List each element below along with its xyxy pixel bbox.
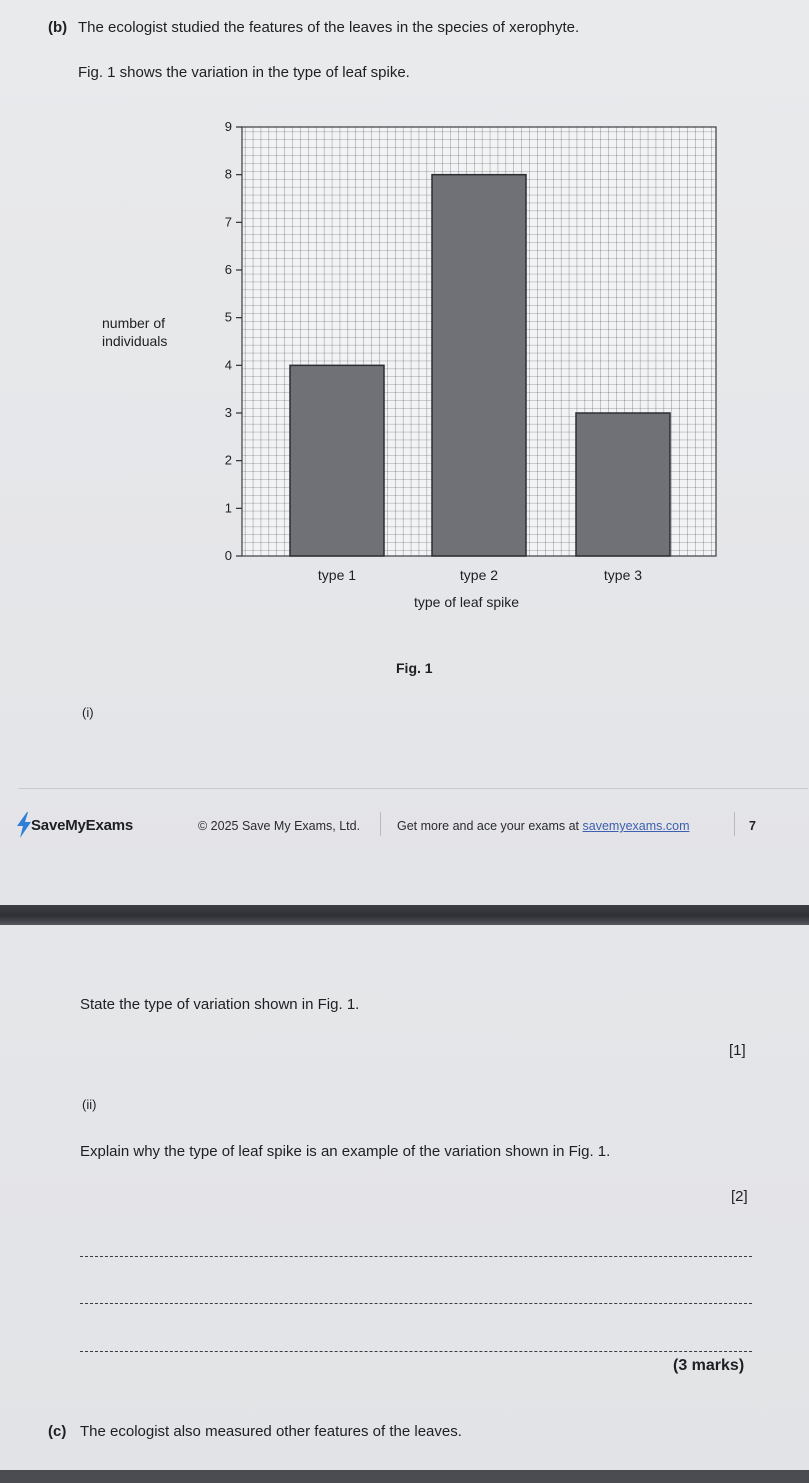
chart-y-axis xyxy=(225,119,242,563)
x-tick-label: type 1 xyxy=(317,567,357,583)
footer-link[interactable]: savemyexams.com xyxy=(582,819,690,833)
part-i-label: (i) xyxy=(82,705,94,720)
footer-divider-2 xyxy=(734,812,735,836)
answer-line-3[interactable] xyxy=(80,1351,752,1352)
footer-cta-text: Get more and ace your exams at xyxy=(397,819,580,833)
footer-divider-1 xyxy=(380,812,381,836)
y-tick-label: 0 xyxy=(224,548,232,563)
y-tick-label: 9 xyxy=(224,119,232,134)
y-tick-label: 1 xyxy=(224,500,232,516)
y-tick-label: 7 xyxy=(224,214,232,230)
bar-type-1 xyxy=(290,365,384,556)
part-ii-question: Explain why the type of leaf spike is an example of the variation shown in Fig. 1. xyxy=(80,1143,611,1160)
y-axis-label-line2: individuals xyxy=(102,333,168,349)
y-tick-label: 2 xyxy=(224,452,232,468)
answer-line-2[interactable] xyxy=(80,1303,752,1304)
footer-rule xyxy=(18,788,808,789)
page-break xyxy=(0,905,809,925)
bar-type-2 xyxy=(432,175,526,556)
footer-copyright: © 2025 Save My Exams, Ltd. xyxy=(198,819,361,833)
x-axis-label: type of leaf spike xyxy=(414,594,520,610)
x-tick-label: type 2 xyxy=(459,567,499,583)
y-tick-label: 8 xyxy=(224,166,232,182)
footer-cta xyxy=(397,819,690,833)
question-b-text: The ecologist studied the features of the leaves in the species of xerophyte. xyxy=(78,19,580,36)
part-ii-marks: [2] xyxy=(731,1188,748,1205)
bottom-strip xyxy=(0,1470,809,1483)
question-c-text: The ecologist also measured other features of the leaves. xyxy=(80,1423,462,1440)
figure-caption: Fig. 1 xyxy=(396,660,433,676)
total-marks: (3 marks) xyxy=(673,1357,745,1374)
y-tick-label: 5 xyxy=(224,309,232,325)
part-i-marks: [1] xyxy=(729,1042,746,1059)
y-axis-label-line1: number of xyxy=(102,315,166,331)
bar-type-3 xyxy=(576,413,670,556)
part-ii-label: (ii) xyxy=(82,1097,97,1112)
footer-brand: SaveMyExams xyxy=(31,817,134,834)
y-tick-label: 4 xyxy=(224,357,232,373)
x-tick-label: type 3 xyxy=(603,567,643,583)
question-b-label: (b) xyxy=(48,19,68,36)
part-i-question: State the type of variation shown in Fig. 1. xyxy=(80,996,360,1013)
y-tick-label: 3 xyxy=(224,405,232,420)
answer-line-1[interactable] xyxy=(80,1256,752,1257)
bar-chart xyxy=(0,100,809,620)
y-tick-label: 6 xyxy=(224,262,232,277)
footer-page-number: 7 xyxy=(749,819,756,833)
fig-intro: Fig. 1 shows the variation in the type of leaf spike. xyxy=(78,64,410,81)
question-c-label: (c) xyxy=(48,1423,67,1440)
